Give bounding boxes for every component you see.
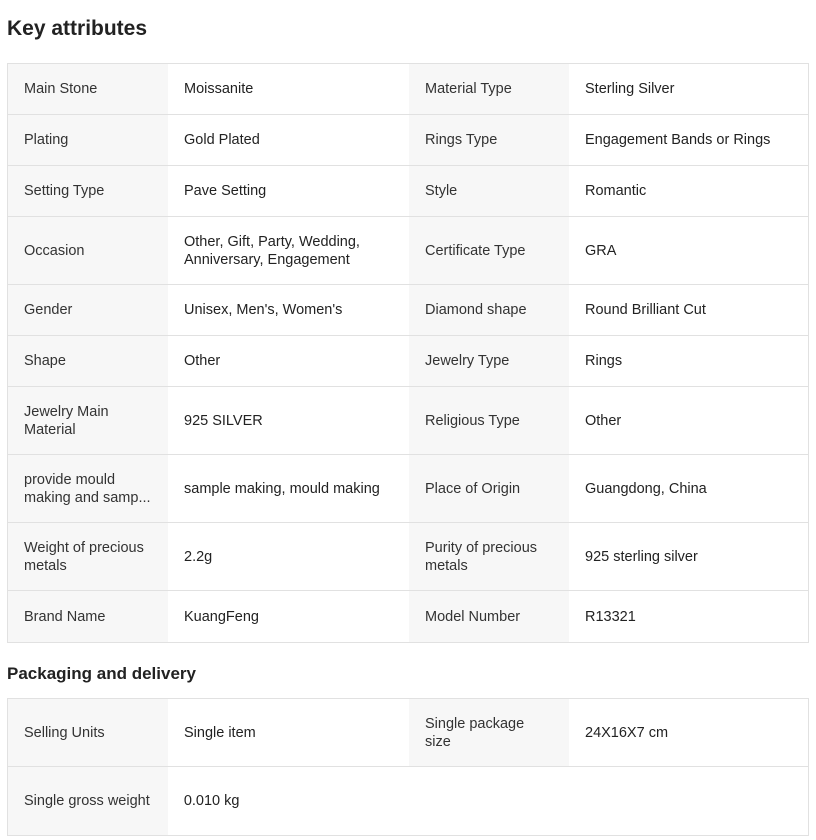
attribute-value: Unisex, Men's, Women's [168, 285, 409, 335]
packaging-title: Packaging and delivery [7, 664, 196, 683]
attribute-value: Other, Gift, Party, Wedding, Anniversary, Engagement [168, 217, 409, 284]
attribute-value: sample making, mould making [168, 455, 409, 522]
attribute-key: Plating [8, 115, 168, 165]
attribute-value: Gold Plated [168, 115, 409, 165]
attribute-key: Jewelry Type [409, 336, 569, 386]
attribute-key: Brand Name [8, 591, 168, 642]
attribute-key: Occasion [8, 217, 168, 284]
attribute-key: Gender [8, 285, 168, 335]
attribute-key: Purity of precious metals [409, 523, 569, 590]
attribute-key: Style [409, 166, 569, 216]
attribute-row [8, 591, 808, 642]
attribute-key: provide mould making and samp... [8, 455, 168, 522]
attribute-value: Engagement Bands or Rings [569, 115, 808, 165]
attribute-value: Guangdong, China [569, 455, 808, 522]
attribute-value: 925 sterling silver [569, 523, 808, 590]
packaging-table [7, 698, 809, 836]
key-attributes-table [7, 63, 809, 643]
attribute-key: Jewelry Main Material [8, 387, 168, 454]
attribute-row [8, 166, 808, 217]
attribute-row [8, 387, 808, 455]
packaging-value: 24X16X7 cm [569, 699, 808, 766]
attribute-row [8, 336, 808, 387]
attribute-row [8, 115, 808, 166]
attribute-key: Material Type [409, 64, 569, 114]
packaging-row [8, 699, 808, 767]
packaging-empty-cell [409, 767, 808, 835]
attribute-row [8, 455, 808, 523]
attribute-key: Certificate Type [409, 217, 569, 284]
packaging-key: Selling Units [8, 699, 168, 766]
attribute-key: Weight of precious metals [8, 523, 168, 590]
attribute-value: Rings [569, 336, 808, 386]
attribute-key: Model Number [409, 591, 569, 642]
attribute-value: GRA [569, 217, 808, 284]
attribute-row [8, 523, 808, 591]
attribute-row [8, 64, 808, 115]
attribute-key: Rings Type [409, 115, 569, 165]
attribute-value: Romantic [569, 166, 808, 216]
attribute-value: Other [168, 336, 409, 386]
attribute-row [8, 285, 808, 336]
attribute-value: 925 SILVER [168, 387, 409, 454]
attribute-key: Setting Type [8, 166, 168, 216]
key-attributes-title: Key attributes [7, 17, 148, 40]
attribute-key: Main Stone [8, 64, 168, 114]
attribute-key: Shape [8, 336, 168, 386]
packaging-value: 0.010 kg [168, 767, 409, 835]
attribute-key: Diamond shape [409, 285, 569, 335]
attribute-row [8, 217, 808, 285]
attribute-key: Religious Type [409, 387, 569, 454]
packaging-row [8, 767, 808, 835]
attribute-value: 2.2g [168, 523, 409, 590]
attribute-value: Round Brilliant Cut [569, 285, 808, 335]
packaging-value: Single item [168, 699, 409, 766]
attribute-value: Pave Setting [168, 166, 409, 216]
attribute-key: Place of Origin [409, 455, 569, 522]
attribute-value: Moissanite [168, 64, 409, 114]
attribute-value: Other [569, 387, 808, 454]
attribute-value: KuangFeng [168, 591, 409, 642]
attribute-value: R13321 [569, 591, 808, 642]
packaging-key: Single gross weight [8, 767, 168, 835]
packaging-key: Single package size [409, 699, 569, 766]
attribute-value: Sterling Silver [569, 64, 808, 114]
